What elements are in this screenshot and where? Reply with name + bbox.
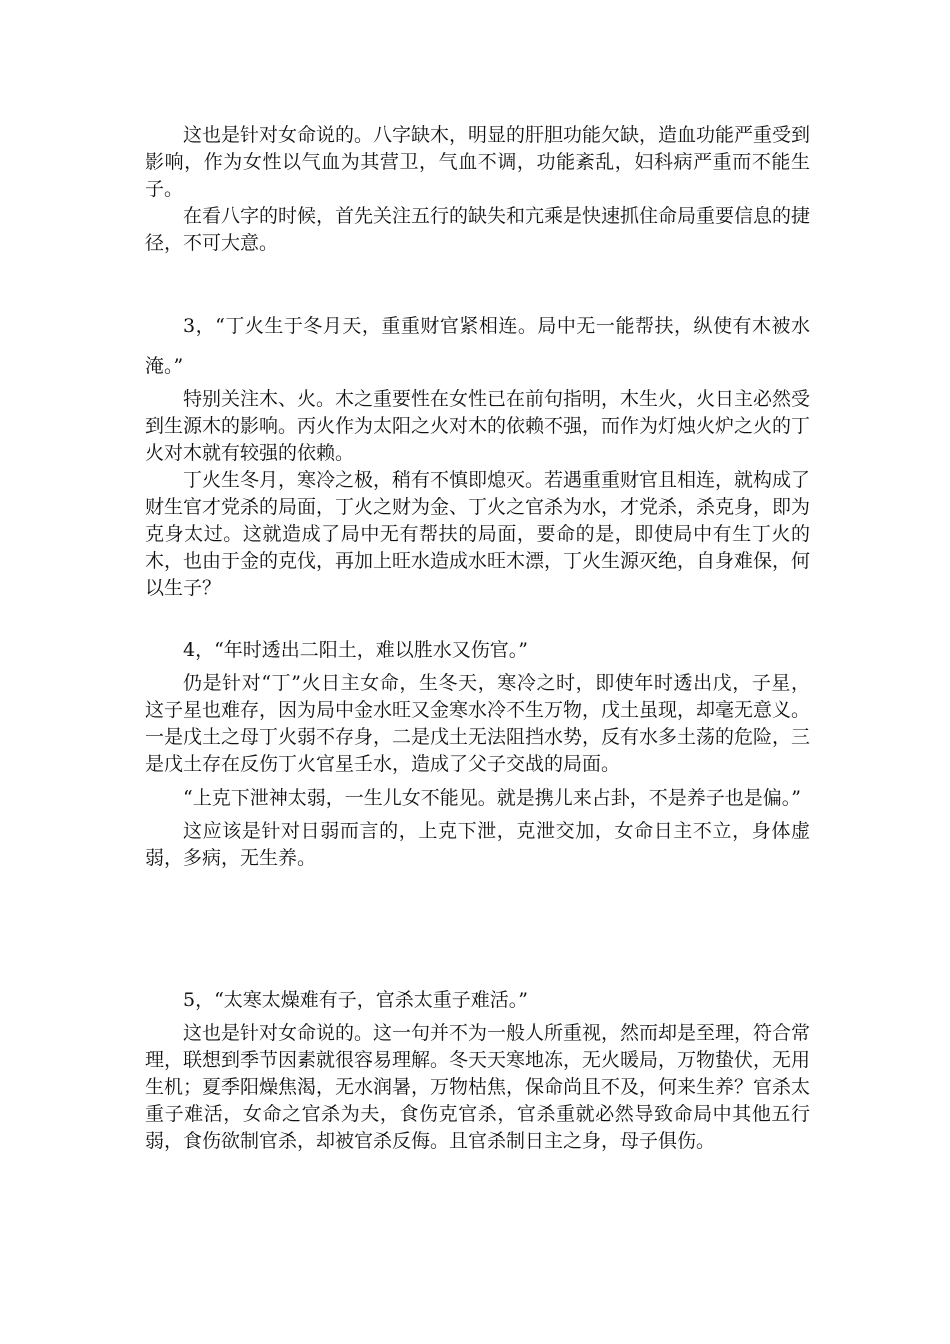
section-intro [145,122,810,257]
section-3-paragraph-1: 特别关注木、火。木之重要性在女性已在前句指明，木生火，火日主必然受到生源木的影响。丙火作为太阳之火对木的依赖不强，而作为灯烛火炉之火的丁火对木就有较强的依赖。 [145,388,811,464]
section-4-quote: “上克下泄神太弱，一生儿女不能见。就是携儿来占卦，不是养子也是偏。” [183,787,801,809]
section-3 [145,306,810,602]
section-5-paragraph-1: 这也是针对女命说的。这一句并不为一般人所重视，然而却是至理，符合常理，联想到季节因素就很容易理解。冬天天寒地冻，无火暖局，万物蛰伏，无用生机；夏季阳燥焦渴，无水润暑，万物枯焦，保命尚且不及，何来生养？官杀太重子难活，女命之官杀为夫，食伤克官杀，官杀重就必然导致命局中其他五行弱，食伤欲制官杀，却被官杀反侮。且官杀制日主之身，母子俱伤。 [145,1022,811,1152]
intro-paragraph-2: 在看八字的时候，首先关注五行的缺失和亢乘是快速抓住命局重要信息的捷径，不可大意。 [145,205,811,254]
intro-paragraph-1: 这也是针对女命说的。八字缺木，明显的肝胆功能欠缺，造血功能严重受到影响，作为女性以气血为其营卫，气血不调，功能紊乱，妇科病严重而不能生子。 [145,124,811,200]
section-4-paragraph-2: 这应该是针对日弱而言的，上克下泄，克泄交加，女命日主不立，身体虚弱，多病，无生养。 [145,820,810,869]
section-3-heading: 3，“丁火生于冬月天，重重财官紧相连。局中无一能帮扶，纵使有木被水淹。” [145,315,810,377]
section-5 [145,980,810,1155]
section-3-paragraph-2: 丁火生冬月，寒冷之极，稍有不慎即熄灭。若遇重重财官且相连，就构成了财生官才党杀的局面，丁火之财为金、丁火之官杀为水，才党杀，杀克身，即为克身太过。这就造成了局中无有帮扶的局面，要命的是，即使局中有生丁火的木，也由于金的克伐，再加上旺水造成水旺木漂，丁火生源灭绝，自身难保，何以生子？ [145,469,811,599]
section-5-heading: 5，“太寒太燥难有子，官杀太重子难活。” [183,989,529,1011]
section-4 [145,630,810,872]
section-4-heading: 4，“年时透出二阳土，难以胜水又伤官。” [183,639,529,661]
section-4-paragraph-1: 仍是针对“丁”火日主女命，生冬天，寒冷之时，即使年时透出戊，子星，这子星也难存，因为局中金水旺又金寒水冷不生万物，戊土虽现，却毫无意义。一是戊土之母丁火弱不存身，二是戊土无法阻挡水势，反有水多土荡的危险，三是戊土存在反伤丁火官星壬水，造成了父子交战的局面。 [145,672,811,775]
